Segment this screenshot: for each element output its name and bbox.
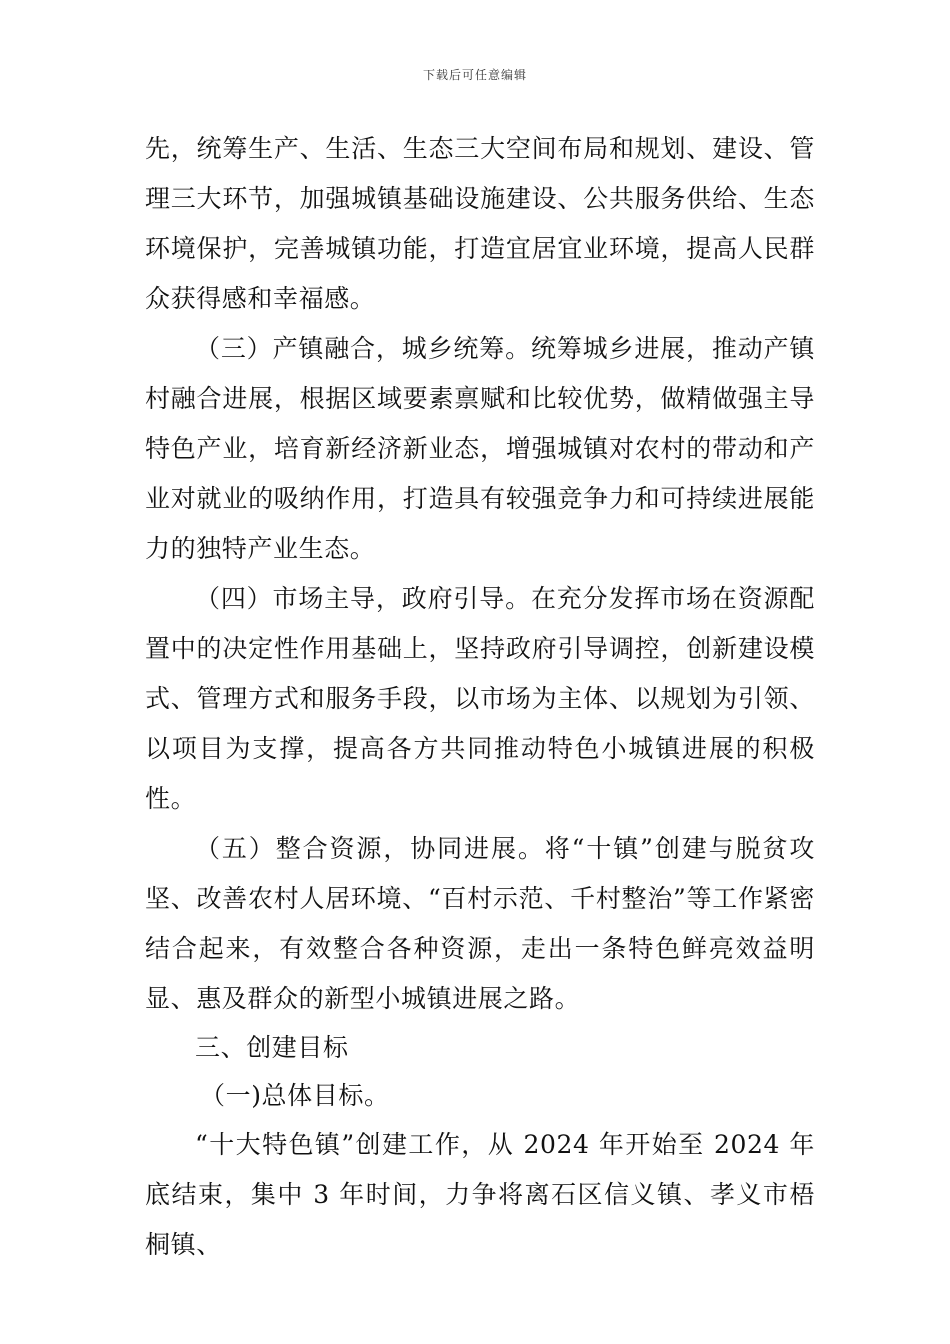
- document-body: [145, 124, 815, 1270]
- paragraph-ten-towns: “十大特色镇”创建工作，从 2024 年开始至 2024 年底结束，集中 3 年时间，力争将离石区信义镇、孝义市梧桐镇、: [145, 1130, 815, 1259]
- paragraph-continuation: 先，统筹生产、生活、生态三大空间布局和规划、建设、管理三大环节，加强城镇基础设施建设、公共服务供给、生态环境保护，完善城镇功能，打造宜居宜业环境，提高人民群众获得感和幸福感。: [145, 134, 815, 313]
- paragraph-market-led: （四）市场主导，政府引导。在充分发挥市场在资源配置中的决定性作用基础上，坚持政府引导调控，创新建设模式、管理方式和服务手段，以市场为主体、以规划为引领、以项目为支撑，提高各方共同推动特色小城镇进展的积极性。: [145, 584, 815, 813]
- section-heading-goals: 三、创建目标: [195, 1033, 349, 1062]
- paragraph-integrate-resources: （五）整合资源，协同进展。将“十镇”创建与脱贫攻坚、改善农村人居环境、“百村示范、千村整治”等工作紧密结合起来，有效整合各种资源，走出一条特色鲜亮效益明显、惠及群众的新型小城镇进展之路。: [145, 834, 815, 1013]
- page-header: 下载后可任意编辑: [422, 68, 527, 82]
- paragraph-industry-town-integration: （三）产镇融合，城乡统筹。统筹城乡进展，推动产镇村融合进展，根据区域要素禀赋和比较优势，做精做强主导特色产业，培育新经济新业态，增强城镇对农村的带动和产业对就业的吸纳作用，打造具有较强竞争力和可持续进展能力的独特产业生态。: [145, 334, 815, 563]
- subheading-overall-goal: （一)总体目标。: [200, 1081, 390, 1110]
